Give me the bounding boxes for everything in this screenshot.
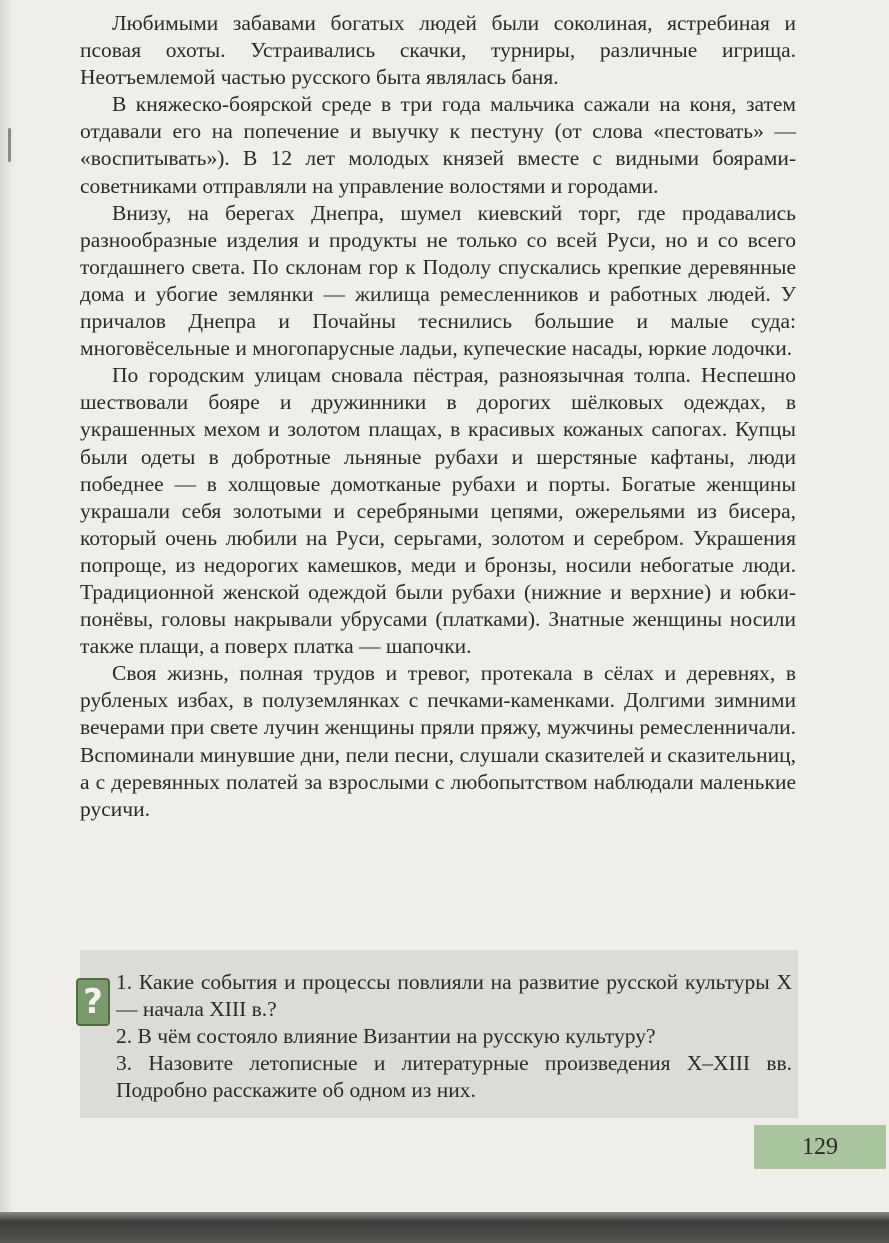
scan-bottom-edge xyxy=(0,1212,889,1243)
page-number: 129 xyxy=(802,1134,838,1160)
paragraph: По городским улицам сновала пёстрая, разноязычная толпа. Неспешно шествовали бояре и дружинники в дорогих шёлковых одеждах, в украшенных мехом и золотом плащах, в красивых кожаных сапогах. Купцы были одеты в добротные льняные рубахи и шерстяные кафтаны, люди победнее — в холщовые домотканые рубахи и порты. Богатые женщины украшали себя золотыми и серебряными цепями, ожерельями из бисера, который очень любили на Руси, серьгами, золотом и серебром. Украшения попроще, из недорогих камешков, меди и бронзы, носили небогатые люди. Традиционной женской одеждой были рубахи (нижние и верхние) и юбки-понёвы, головы накрывали убрусами (платками). Знатные женщины носили также плащи, а поверх платка — шапочки. xyxy=(80,363,796,659)
question-mark-icon: ? xyxy=(76,978,110,1026)
paragraph: Внизу, на берегах Днепра, шумел киевский торг, где продавались разнообразные изделия и продукты не только со всей Руси, но и со всего тогдашнего света. По склонам гор к Подолу спускались крепкие деревянные дома и убогие землянки — жилища ремесленников и работных людей. У причалов Днепра и Почайны теснились большие и малые суда: многовёсельные и многопарусные ладьи, купеческие насады, юркие лодочки. xyxy=(80,200,796,361)
question-item: 1. Какие события и процессы повлияли на развитие русской культуры X — начала XIII в.? xyxy=(116,970,792,1022)
main-text xyxy=(80,10,796,823)
paragraph: Своя жизнь, полная трудов и тревог, протекала в сёлах и деревнях, в рубленых избах, в полуземлянках с печками-каменками. Долгими зимними вечерами при свете лучин женщины пряли пряжу, мужчины ремесленничали. Вспоминали минувшие дни, пели песни, слушали сказителей и сказительниц, а с деревянных полатей за взрослыми с любопытством наблюдали маленькие русичи. xyxy=(80,661,796,821)
paragraph: Любимыми забавами богатых людей были соколиная, ястребиная и псовая охоты. Устраивались скачки, турниры, различные игрища. Неотъемлемой частью русского быта являлась баня. xyxy=(80,11,796,90)
page-number-box xyxy=(754,1125,886,1169)
questions-list xyxy=(116,969,792,1104)
question-item: 2. В чём состояло влияние Византии на русскую культуру? xyxy=(116,1024,656,1049)
binding-mark xyxy=(8,128,11,162)
question-item: 3. Назовите летописные и литературные произведения X–XIII вв. Подробно расскажите об одном из них. xyxy=(116,1051,792,1103)
paragraph: В княжеско-боярской среде в три года мальчика сажали на коня, затем отдавали его на попечение и выучку к пестуну (от слова «пестовать» — «воспитывать»). В 12 лет молодых князей вместе с видными боярами-советниками отправляли на управление волостями и городами. xyxy=(80,92,796,198)
binding-shadow xyxy=(0,0,14,1212)
